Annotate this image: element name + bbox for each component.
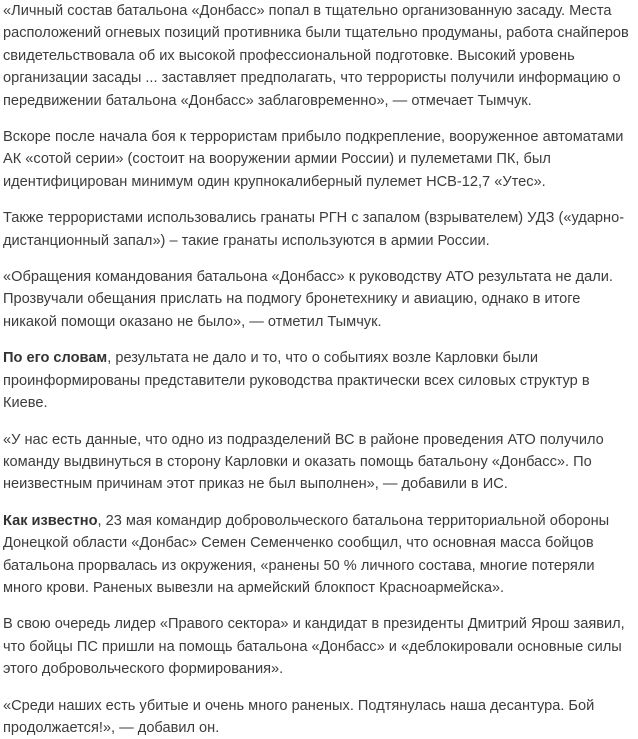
paragraph-grenades: Также террористами использовались гранаты РГН с запалом (взрывателем) УДЗ («ударно-дистанционный запал») – такие гранаты используются в армии России. [3, 210, 625, 249]
paragraph-is-data-quote: «У нас есть данные, что одно из подразделений ВС в районе проведения АТО получило команду выдвинуться в сторону Карловки и оказать помощь батальону «Донбасс». По неизвестным причинам этот приказ не был выполнен», — добавили в ИС. [3, 431, 604, 493]
paragraph-according-to-him [3, 347, 634, 414]
paragraph-tymchuk-ambush-quote: «Личный состав батальона «Донбасс» попал в тщательно организованную засаду. Места расположений огневых позиций противника были тщательно продуманы, работа снайперов свидетельствовала об их высокой профессиональной подготовке. Высокий уровень организации засады ... заставляет предполагать, что террористы получили информацию о передвижении батальона «Донбасс» заблаговременно», — отмечает Тымчук. [3, 3, 629, 109]
paragraph-yarosh-statement: В свою очередь лидер «Правого сектора» и кандидат в президенты Дмитрий Ярош заявил, что бойцы ПС пришли на помощь батальона «Донбасс» и «деблокировали основные силы этого добровольческого формирования». [3, 616, 625, 678]
lead-in-link-po-ego-slovam[interactable]: По его словам [3, 350, 108, 367]
paragraph-text: , результата не дало и то, что о событиях возле Карловки были проинформированы представители руководства практически всех силовых структур в Киеве. [3, 350, 590, 412]
paragraph-text: , 23 мая командир добровольческого батальона территориальной обороны Донецкой области «Донбас» Семен Семенченко сообщил, что основная масса бойцов батальона прорвалась из окружения, «ранены 50 % личного состава, многие потеряли много крови. Раненых вывезли на армейский блокпост Красноармейска». [3, 512, 610, 596]
paragraph-as-known [3, 510, 634, 600]
lead-in-link-kak-izvestno[interactable]: Как известно [3, 512, 98, 529]
paragraph-yarosh-quote: «Среди наших есть убитые и очень много раненых. Подтянулась наша десантура. Бой продолжается!», — добавил он. [3, 697, 595, 736]
paragraph-ato-appeal-quote: «Обращения командования батальона «Донбасс» к руководству АТО результата не дали. Прозвучали обещания прислать на подмогу бронетехнику и авиацию, однако в итоге никакой помощи оказано не было», — отметил Тымчук. [3, 269, 613, 330]
paragraph-reinforcements: Вскоре после начала боя к террористам прибыло подкрепление, вооруженное автоматами АК «сотой серии» (состоит на вооружении армии России) и пулеметами ПК, был идентифицирован минимум один крупнокалиберный пулемет НСВ-12,7 «Утес». [3, 129, 624, 190]
